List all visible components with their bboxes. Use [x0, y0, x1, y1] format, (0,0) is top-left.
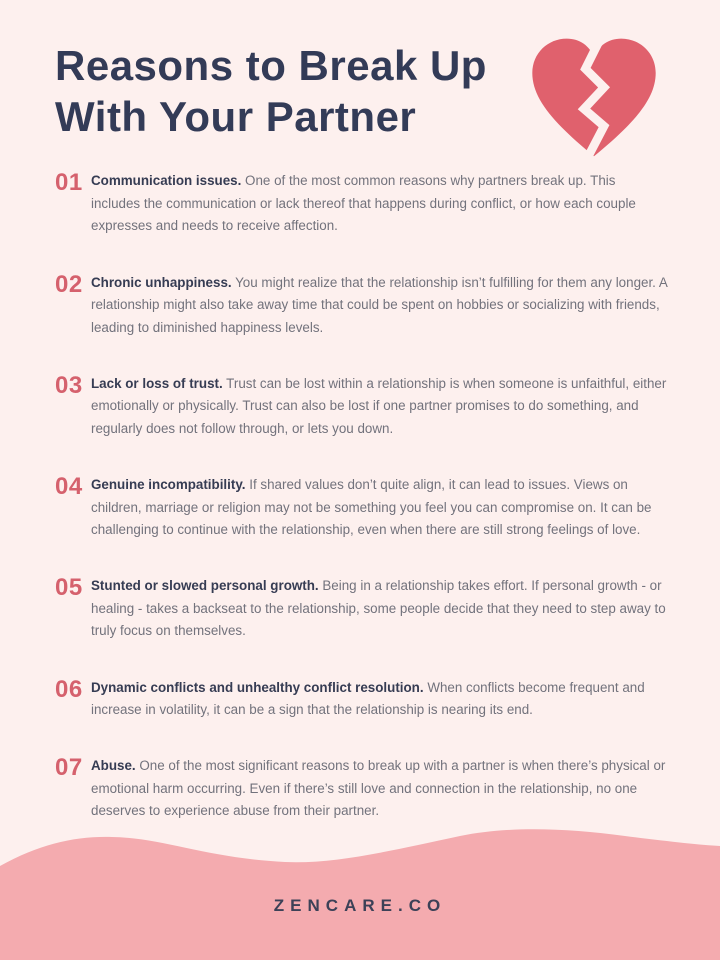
reason-lead: Abuse. [91, 758, 136, 774]
wave-decoration [0, 828, 720, 960]
broken-heart-icon [520, 30, 668, 162]
header [0, 0, 720, 142]
reason-body: When conflicts become frequent and increase in volatility, it can be a sign that the relationship is nearing its end. [91, 679, 645, 717]
reason-body: Being in a relationship takes effort. If personal growth - or healing - takes a backseat to the relationship, some people decide that they need to step away to truly focus on themselves. [91, 578, 666, 639]
page-title-line2: With Your Partner [55, 93, 417, 141]
reason-number: 02 [55, 270, 83, 298]
page-title [55, 40, 555, 142]
reason-lead: Genuine incompatibility. [91, 477, 246, 493]
reason-lead: Chronic unhappiness. [91, 274, 232, 290]
reason-text [91, 373, 668, 440]
footer [0, 828, 720, 960]
reason-number: 06 [55, 675, 83, 703]
reason-text [91, 272, 668, 339]
reason-body: Trust can be lost within a relationship is when someone is unfaithful, either emotionally or physically. Trust can also be lost if one partner promises to do something, and regularly does not follow through, or lets you down. [91, 375, 667, 436]
reason-item [55, 677, 668, 722]
reason-body: One of the most significant reasons to break up with a partner is when there’s physical or emotional harm occurring. Even if there’s still love and connection in the relationship, no one deserves to experience abuse from their partner. [91, 758, 666, 819]
reason-lead: Communication issues. [91, 173, 242, 189]
reason-item [55, 474, 668, 541]
reason-item [55, 755, 668, 822]
reason-text [91, 677, 668, 722]
reason-body: One of the most common reasons why partners break up. This includes the communication or lack thereof that happens during conflict, or how each couple expresses and needs to receive affection. [91, 173, 636, 234]
reason-item [55, 575, 668, 642]
reason-item [55, 170, 668, 237]
reason-item [55, 272, 668, 339]
reason-number: 05 [55, 574, 83, 602]
brand-text: ZENCARE.CO [273, 896, 447, 915]
reason-lead: Lack or loss of trust. [91, 375, 223, 391]
reason-text [91, 755, 668, 822]
reason-number: 03 [55, 371, 83, 399]
reason-text [91, 575, 668, 642]
reason-number: 01 [55, 169, 83, 197]
reason-item [55, 373, 668, 440]
reason-text [91, 474, 668, 541]
reason-lead: Stunted or slowed personal growth. [91, 578, 319, 594]
reason-body: You might realize that the relationship isn’t fulfilling for them any longer. A relationship might also take away time that could be spent on hobbies or socializing with friends, leading to diminished happiness levels. [91, 274, 668, 335]
reason-text [91, 170, 668, 237]
reasons-list [0, 142, 720, 822]
reason-body: If shared values don’t quite align, it can lead to issues. Views on children, marriage or religion may not be something you feel you can compromise on. It can be challenging to continue with the relationship, even when there are still strong feelings of love. [91, 477, 652, 537]
reason-number: 07 [55, 754, 83, 782]
reason-lead: Dynamic conflicts and unhealthy conflict resolution. [91, 679, 424, 695]
reason-number: 04 [55, 473, 83, 501]
page-title-line1: Reasons to Break Up [55, 42, 487, 89]
